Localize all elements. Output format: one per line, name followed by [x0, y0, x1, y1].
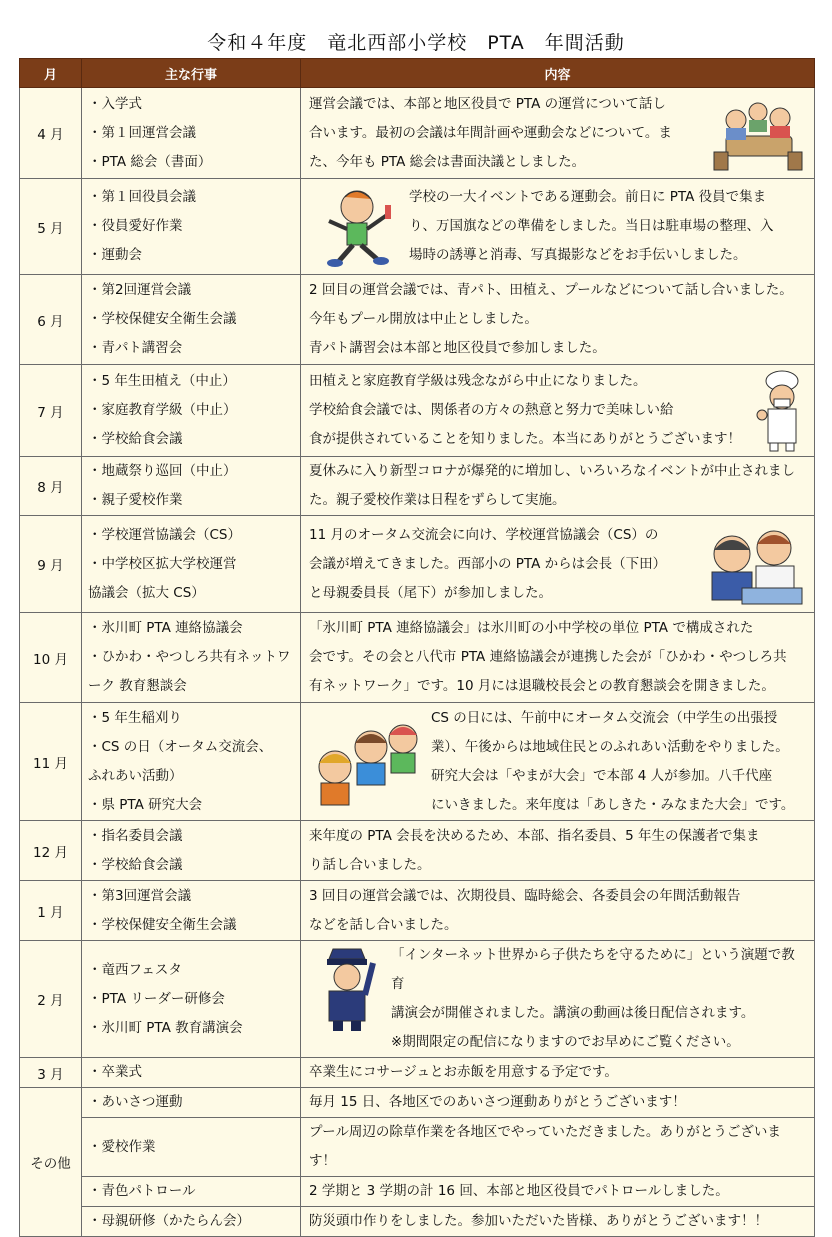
table-header-row	[20, 59, 815, 88]
event-item: ・第１回役員会議	[88, 189, 196, 205]
header-content: 内容	[301, 59, 815, 88]
content-line: 「インターネット世界から子供たちを守るために」という演題で教育	[391, 947, 795, 992]
month-cell: 11 月	[20, 703, 82, 821]
table-row	[20, 1118, 815, 1177]
chef-illustration-icon	[754, 369, 808, 453]
event-item: ーク 教育懇談会	[88, 678, 187, 694]
table-row	[20, 365, 815, 457]
event-item: ・竜西フェスタ	[88, 961, 182, 978]
page-title: 令和４年度 竜北西部小学校 PTA 年間活動	[207, 32, 625, 54]
events-cell	[82, 941, 301, 1058]
month-cell: 9 月	[20, 516, 82, 613]
event-item: ・母親研修（かたらん会）	[88, 1213, 250, 1229]
table-row	[20, 1058, 815, 1088]
month-cell: 4 月	[20, 88, 82, 179]
table-row	[20, 179, 815, 275]
month-cell: 2 月	[20, 941, 82, 1058]
content-line: などを話し合いました。	[309, 916, 458, 933]
event-item: 協議会（拡大 CS）	[88, 584, 205, 601]
content-line: 食が提供されていることを知りました。本当にありがとうございます！	[309, 431, 741, 447]
content-cell	[301, 703, 815, 821]
content-line: 夏休みに入り新型コロナが爆発的に増加し、いろいろなイベントが中止されまし	[309, 463, 795, 479]
table-row	[20, 821, 815, 881]
events-cell	[82, 1088, 301, 1118]
events-cell	[82, 516, 301, 613]
content-cell	[301, 1088, 815, 1118]
content-line: 有ネットワーク」です。10 月には退職校長会との教育懇談会を開きました。	[309, 678, 775, 694]
table-row	[20, 1177, 815, 1207]
content-cell	[301, 1118, 815, 1177]
children-illustration-icon	[305, 711, 425, 811]
content-line: 11 月のオータム交流会に向け、学校運営協議会（CS）の	[309, 526, 659, 543]
content-line: 業）、午後からは地域住民とのふれあい活動をやりました。	[431, 738, 789, 755]
content-cell	[301, 613, 815, 703]
events-cell	[82, 88, 301, 179]
content-line: り話し合いました。	[309, 856, 431, 873]
event-item: ・指名委員会議	[88, 827, 183, 844]
content-line: た、今年も PTA 総会は書面決議としました。	[309, 153, 586, 170]
event-item: ・青パト講習会	[88, 340, 183, 356]
content-line: プール周辺の除草作業を各地区でやっていただきました。ありがとうございます！	[309, 1124, 781, 1169]
table-row	[20, 613, 815, 703]
content-line: 2 学期と 3 学期の計 16 回、本部と地区役員でパトロールしました。	[309, 1183, 729, 1199]
content-line: 講演会が開催されました。講演の動画は後日配信されます。	[391, 1005, 755, 1021]
event-item: ・県 PTA 研究大会	[88, 796, 203, 813]
content-line: り、万国旗などの準備をしました。当日は駐車場の整理、入	[409, 218, 774, 234]
event-item: ・第１回運営会議	[88, 124, 196, 141]
content-cell	[301, 1177, 815, 1207]
event-item: ・学校保健安全衛生会議	[88, 916, 237, 933]
discussion-illustration-icon	[696, 522, 808, 608]
content-line: 会です。その会と八代市 PTA 連絡協議会が連携した会が「ひかわ・やつしろ共	[309, 649, 787, 665]
content-line: 研究大会は「やまが大会」で本部 4 人が参加。八千代座	[431, 767, 773, 784]
event-item: ・地蔵祭り巡回（中止）	[88, 463, 237, 479]
header-events: 主な行事	[82, 59, 301, 88]
content-line: 来年度の PTA 会長を決めるため、本部、指名委員、5 年生の保護者で集ま	[309, 827, 760, 844]
content-line: 青パト講習会は本部と地区役員で参加しました。	[309, 340, 606, 356]
event-item: ・PTA 総会（書面）	[88, 153, 212, 170]
event-item: ・5 年生田植え（中止）	[88, 373, 236, 389]
month-cell: 3 月	[20, 1058, 82, 1088]
content-cell	[301, 1058, 815, 1088]
event-item: ・第3回運営会議	[88, 887, 192, 904]
event-item: ・青色パトロール	[88, 1183, 196, 1199]
events-cell	[82, 821, 301, 881]
header-month: 月	[20, 59, 82, 88]
content-line: 防災頭巾作りをしました。参加いただいた皆様、ありがとうございます！！	[309, 1213, 768, 1229]
content-cell	[301, 457, 815, 516]
events-cell	[82, 457, 301, 516]
content-line: 3 回目の運営会議では、次期役員、臨時総会、各委員会の年間活動報告	[309, 887, 741, 904]
event-item: ・5 年生稲刈り	[88, 709, 182, 726]
event-item: ・PTA リーダー研修会	[88, 990, 225, 1007]
events-cell	[82, 613, 301, 703]
content-cell	[301, 516, 815, 613]
month-cell: 12 月	[20, 821, 82, 881]
event-item: ・学校運営協議会（CS）	[88, 526, 241, 543]
content-cell	[301, 365, 815, 457]
content-cell	[301, 88, 815, 179]
content-line: 会議が増えてきました。西部小の PTA からは会長（下田）	[309, 555, 667, 572]
month-cell: 7 月	[20, 365, 82, 457]
content-line: 運営会議では、本部と地区役員で PTA の運営について話し	[309, 95, 666, 112]
event-item: ふれあい活動）	[88, 767, 183, 784]
content-line: た。親子愛校作業は日程をずらして実施。	[309, 492, 566, 508]
month-cell: 6 月	[20, 275, 82, 365]
events-cell	[82, 1207, 301, 1237]
event-item: ・第2回運営会議	[88, 282, 192, 298]
table-row	[20, 881, 815, 941]
events-cell	[82, 275, 301, 365]
events-cell	[82, 1058, 301, 1088]
table-row	[20, 703, 815, 821]
content-cell	[301, 821, 815, 881]
event-item: ・ひかわ・やつしろ共有ネットワ	[88, 649, 291, 665]
content-line: 学校給食会議では、関係者の方々の熱意と努力で美味しい給	[309, 402, 674, 418]
events-cell	[82, 703, 301, 821]
event-item: ・CS の日（オータム交流会、	[88, 738, 273, 755]
events-cell	[82, 1118, 301, 1177]
table-row	[20, 941, 815, 1058]
content-cell	[301, 179, 815, 275]
event-item: ・学校給食会議	[88, 431, 183, 447]
month-cell: 8 月	[20, 457, 82, 516]
activity-table	[19, 58, 815, 1237]
event-item: ・氷川町 PTA 連絡協議会	[88, 620, 243, 636]
content-line: 「氷川町 PTA 連絡協議会」は氷川町の小中学校の単位 PTA で構成された	[309, 620, 754, 636]
content-cell	[301, 941, 815, 1058]
content-line: にいきました。来年度は「あしきた・みなまた大会」です。	[431, 796, 795, 813]
runner-illustration-icon	[305, 185, 403, 269]
event-item: ・氷川町 PTA 教育講演会	[88, 1019, 243, 1036]
table-row	[20, 516, 815, 613]
content-line: 田植えと家庭教育学級は残念ながら中止になりました。	[309, 373, 647, 389]
content-line: と母親委員長（尾下）が参加しました。	[309, 584, 552, 601]
content-line: 2 回目の運営会議では、青パト、田植え、プールなどについて話し合いました。	[309, 282, 793, 298]
table-row	[20, 1207, 815, 1237]
police-illustration-icon	[315, 945, 379, 1033]
content-line: CS の日には、午前中にオータム交流会（中学生の出張授	[431, 709, 778, 726]
meeting-illustration-icon	[708, 94, 808, 174]
content-line: 今年もプール開放は中止としました。	[309, 311, 538, 327]
content-line: 合います。最初の会議は年間計画や運動会などについて。ま	[309, 124, 672, 141]
content-cell	[301, 275, 815, 365]
event-item: ・学校保健安全衛生会議	[88, 311, 237, 327]
month-cell: その他	[20, 1088, 82, 1237]
events-cell	[82, 365, 301, 457]
table-row	[20, 275, 815, 365]
content-line: 毎月 15 日、各地区でのあいさつ運動ありがとうございます！	[309, 1094, 686, 1110]
content-cell	[301, 881, 815, 941]
table-row	[20, 1088, 815, 1118]
events-cell	[82, 881, 301, 941]
event-item: ・入学式	[88, 95, 142, 112]
event-item: ・親子愛校作業	[88, 492, 183, 508]
content-line: 場時の誘導と消毒、写真撮影などをお手伝いしました。	[409, 247, 747, 263]
event-item: ・あいさつ運動	[88, 1094, 183, 1110]
event-item: ・学校給食会議	[88, 856, 183, 873]
content-line: 学校の一大イベントである運動会。前日に PTA 役員で集ま	[409, 189, 767, 205]
event-item: ・運動会	[88, 247, 142, 263]
month-cell: 5 月	[20, 179, 82, 275]
event-item: ・愛校作業	[88, 1138, 156, 1155]
event-item: ・卒業式	[88, 1064, 142, 1080]
event-item: ・家庭教育学級（中止）	[88, 402, 237, 418]
table-row	[20, 88, 815, 179]
month-cell: 10 月	[20, 613, 82, 703]
events-cell	[82, 179, 301, 275]
events-cell	[82, 1177, 301, 1207]
content-cell	[301, 1207, 815, 1237]
month-cell: 1 月	[20, 881, 82, 941]
event-item: ・中学校区拡大学校運営	[88, 555, 237, 572]
event-item: ・役員愛好作業	[88, 218, 183, 234]
content-line: 卒業生にコサージュとお赤飯を用意する予定です。	[309, 1064, 618, 1080]
content-line: ※期間限定の配信になりますのでお早めにご覧ください。	[391, 1034, 740, 1050]
table-row	[20, 457, 815, 516]
